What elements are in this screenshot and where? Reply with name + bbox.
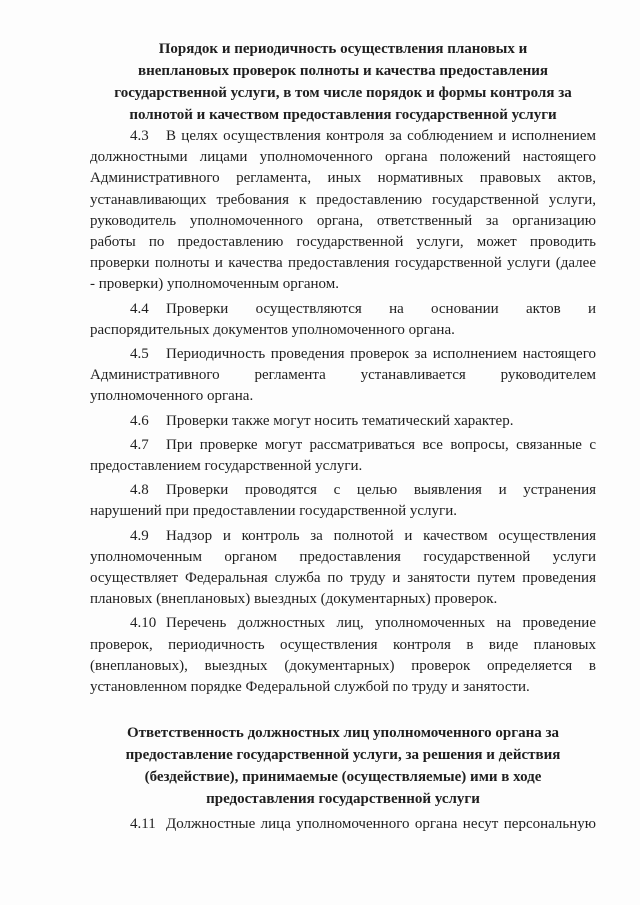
clause-line: устанавливающих требования к предоставлению государственной услуги, (90, 191, 596, 208)
clause-line: (внеплановых), выездных (документарных) проверок определяется в (90, 657, 596, 674)
clause-number: 4.5 (130, 346, 149, 363)
section-inspections (90, 38, 596, 698)
clause-text: Перечень должностных лиц, уполномоченных на проведение (166, 615, 596, 632)
clause-text: Проверки также могут носить тематический характер. (166, 412, 514, 429)
clause-line: - проверки) уполномоченным органом. (90, 276, 340, 293)
clause-4-10 (90, 613, 596, 698)
heading-line: Порядок и периодичность осуществления плановых и (158, 41, 528, 57)
heading-line: внеплановых проверок полноты и качества предоставления (137, 63, 549, 79)
clause-line: уполномоченным органом предоставления государственной услуги (90, 548, 596, 565)
clause-text: Проверки осуществляются на основании актов и (166, 300, 596, 317)
clause-4-5 (90, 344, 596, 408)
heading-line: государственной услуги, в том числе порядок и формы контроля за (114, 85, 572, 101)
clause-line (90, 526, 596, 547)
clause-4-4 (90, 299, 596, 341)
clause-line (90, 344, 596, 365)
clause-line: Административного регламента, иных нормативных правовых актов, (90, 170, 596, 187)
clause-text: Проверки проводятся с целью выявления и устранения (166, 482, 596, 499)
clause-text: Периодичность проведения проверок за исполнением настоящего (166, 346, 596, 363)
clause-number: 4.6 (130, 412, 149, 429)
clause-line: осуществляет Федеральная служба по труду и занятости путем проведения (90, 570, 596, 587)
clause-text: При проверке могут рассматриваться все вопросы, связанные с (166, 436, 596, 453)
clause-number: 4.4 (130, 300, 149, 317)
clause-number: 4.9 (130, 527, 149, 544)
clause-line: проверки полноты и качества предоставления государственной услуги (далее (90, 255, 596, 272)
clause-line: работы по предоставлению государственной услуги, может проводить (90, 234, 596, 251)
document-content (90, 38, 596, 835)
clause-line: нарушений при предоставлении государственной услуги. (90, 503, 457, 520)
clause-4-11 (90, 814, 596, 835)
clause-4-9 (90, 526, 596, 611)
clause-line: уполномоченного органа. (90, 388, 254, 405)
clause-line: должностными лицами уполномоченного органа положений настоящего (90, 149, 596, 166)
clause-line (90, 480, 596, 501)
clause-4-7 (90, 435, 596, 477)
clause-4-6 (90, 411, 596, 432)
heading-line: полнотой и качеством предоставления государственной услуги (129, 107, 557, 123)
clause-text: Надзор и контроль за полнотой и качеством осуществления (166, 527, 596, 544)
section-responsibility (90, 722, 596, 835)
clause-text: Должностные лица уполномоченного органа несут персональную (166, 816, 596, 833)
clause-line: установленном порядке Федеральной службой по труду и занятости. (90, 679, 530, 696)
clause-line (90, 299, 596, 320)
clause-4-8 (90, 480, 596, 522)
clause-4-3 (90, 126, 596, 296)
clause-line: плановых (внеплановых) выездных (документарных) проверок. (90, 591, 498, 608)
section-heading (90, 38, 596, 126)
clause-line: Административного регламента устанавливается руководителем (90, 367, 596, 384)
clause-line: руководитель уполномоченного органа, ответственный за организацию (90, 212, 596, 229)
clause-line: предоставлением государственной услуги. (90, 458, 363, 475)
clause-number: 4.8 (130, 482, 149, 499)
clause-line: проверок, периодичность осуществления контроля в виде плановых (90, 636, 596, 653)
clause-line (90, 613, 596, 634)
heading-line: предоставления государственной услуги (206, 791, 480, 808)
heading-line: (бездействие), принимаемые (осуществляемые) ими в ходе (144, 769, 542, 786)
clause-number: 4.11 (130, 816, 156, 833)
clause-number: 4.3 (130, 128, 149, 144)
clause-line (90, 126, 596, 147)
clause-text: В целях осуществления контроля за соблюдением и исполнением (166, 128, 596, 144)
heading-line: предоставление государственной услуги, за решения и действия (125, 747, 561, 764)
clause-number: 4.7 (130, 436, 149, 453)
clause-line (90, 411, 596, 432)
clause-line (90, 435, 596, 456)
clause-number: 4.10 (130, 615, 157, 632)
section-heading (90, 722, 596, 810)
heading-line: Ответственность должностных лиц уполномоченного органа за (126, 725, 560, 742)
clause-line: распорядительных документов уполномоченного органа. (90, 321, 455, 338)
clause-line (90, 814, 596, 835)
